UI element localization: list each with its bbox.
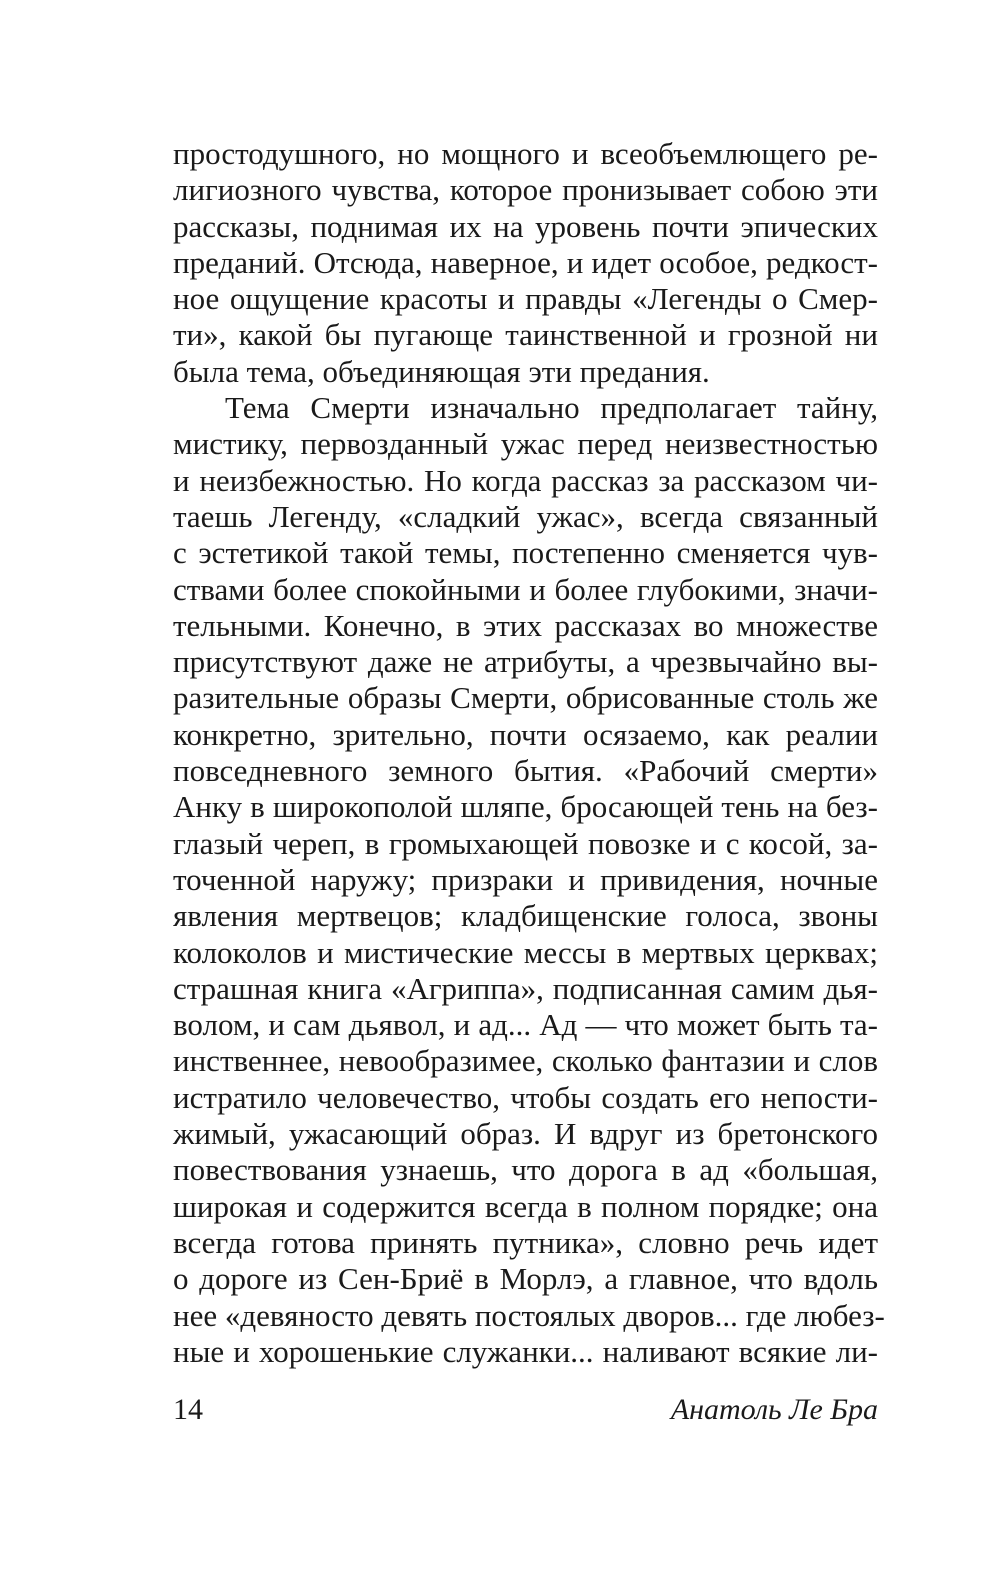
body-text [173, 136, 885, 1370]
text-line: истратило человечество, чтобы создать его непости- [173, 1079, 878, 1115]
page-number: 14 [173, 1393, 203, 1426]
text-line: широкая и содержится всегда в полном порядке; она [173, 1188, 878, 1224]
text-line: разительные образы Смерти, обрисованные столь же [173, 680, 878, 716]
text-line: преданий. Отсюда, наверное, и идет особое, редкост- [173, 244, 878, 280]
text-line: конкретно, зрительно, почти осязаемо, как реалии [173, 716, 878, 752]
text-line: была тема, объединяющая эти предания. [173, 353, 710, 389]
text-line: колоколов и мистические мессы в мертвых церквах; [173, 934, 878, 970]
text-line: точенной наружу; призраки и привидения, ночные [173, 861, 878, 897]
text-line: ствами более спокойными и более глубокими, значи- [173, 571, 878, 607]
text-line: глазый череп, в громыхающей повозке и с косой, за- [173, 825, 878, 861]
text-line: инственнее, невообразимее, сколько фантазии и слов [173, 1043, 878, 1079]
text-line: мистику, первозданный ужас перед неизвестностью [173, 426, 878, 462]
text-line: о дороге из Сен-Бриё в Морлэ, а главное, что вдоль [173, 1261, 878, 1297]
text-line: с эстетикой такой темы, постепенно сменяется чув- [173, 535, 878, 571]
text-line: и неизбежностью. Но когда рассказ за рассказом чи- [173, 462, 878, 498]
paragraph-2 [173, 390, 885, 1370]
text-line: явления мертвецов; кладбищенские голоса, звоны [173, 898, 878, 934]
text-line: лигиозного чувства, которое пронизывает собою эти [173, 172, 878, 208]
text-line: рассказы, поднимая их на уровень почти эпических [173, 208, 878, 244]
text-line: таешь Легенду, «сладкий ужас», всегда связанный [173, 498, 878, 534]
text-line: повседневного земного бытия. «Рабочий смерти» [173, 753, 878, 789]
text-line: волом, и сам дьявол, и ад... Ад — что может быть та- [173, 1007, 878, 1043]
text-line: присутствуют даже не атрибуты, а чрезвычайно вы- [173, 644, 878, 680]
running-head-author: Анатоль Ле Бра [670, 1393, 878, 1426]
paragraph-1 [173, 136, 878, 390]
text-line: Тема Смерти изначально предполагает тайну, [225, 390, 878, 426]
text-line: жимый, ужасающий образ. И вдруг из бретонского [173, 1116, 878, 1152]
text-line: всегда готова принять путника», словно речь идет [173, 1224, 878, 1260]
text-line: Анку в широкополой шляпе, бросающей тень на без- [173, 789, 878, 825]
text-line: тельными. Конечно, в этих рассказах во множестве [173, 607, 878, 643]
text-line: ное ощущение красоты и правды «Легенды о Смер- [173, 281, 878, 317]
text-line: повествования узнаешь, что дорога в ад «большая, [173, 1152, 878, 1188]
text-line: ные и хорошенькие служанки... наливают всякие ли- [173, 1333, 878, 1369]
text-line: ти», какой бы пугающе таинственной и грозной ни [173, 317, 878, 353]
text-line: страшная книга «Агриппа», подписанная самим дья- [173, 970, 878, 1006]
page-footer [173, 1390, 878, 1430]
text-line: простодушного, но мощного и всеобъемлющего ре- [173, 136, 878, 171]
text-line: нее «девяносто девять постоялых дворов... где любез- [173, 1297, 885, 1333]
